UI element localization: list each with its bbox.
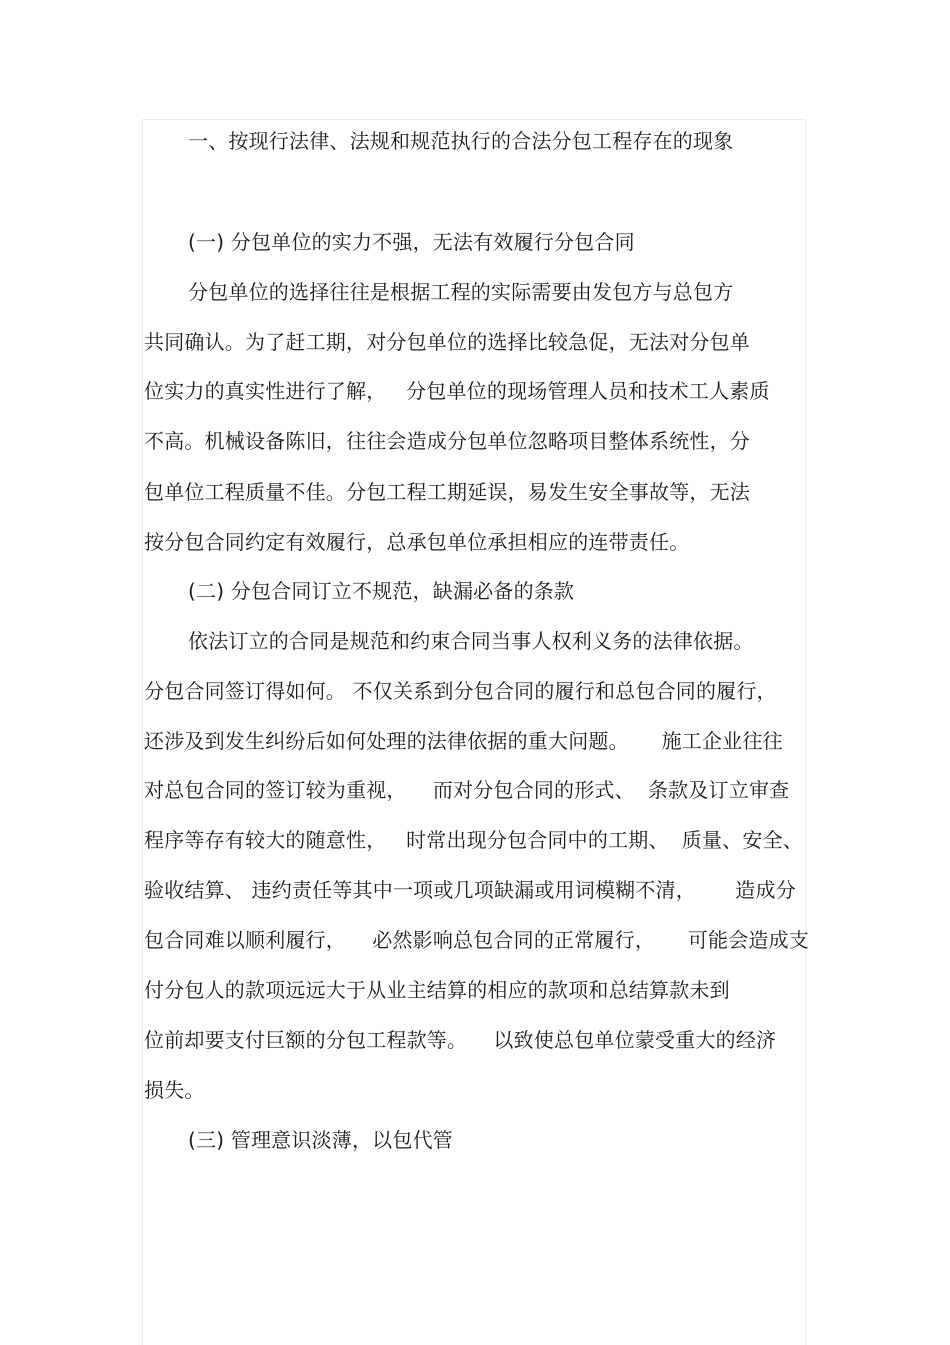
subsection-2-heading: (二) 分包合同订立不规范，缺漏必备的条款	[188, 579, 575, 603]
paragraph-line: 不高。机械设备陈旧，往往会造成分包单位忽略项目整体系统性，分	[144, 429, 750, 453]
paragraph-line: 共同确认。为了赶工期，对分包单位的选择比较急促，无法对分包单	[144, 330, 750, 354]
section-title: 一、按现行法律、法规和规范执行的合法分包工程存在的现象	[188, 129, 734, 153]
paragraph-line: 包合同难以顺利履行， 必然影响总包合同的正常履行， 可能会造成支	[144, 928, 810, 952]
paragraph-line: 按分包合同约定有效履行，总承包单位承担相应的连带责任。	[144, 530, 690, 554]
paragraph-line: 位前却要支付巨额的分包工程款等。 以致使总包单位蒙受重大的经济	[144, 1028, 777, 1052]
paragraph-line: 依法订立的合同是规范和约束合同当事人权利义务的法律依据。	[188, 629, 754, 653]
paragraph-line: 位实力的真实性进行了解， 分包单位的现场管理人员和技术工人素质	[144, 379, 770, 403]
paragraph-line: 对总包合同的签订较为重视， 而对分包合同的形式、 条款及订立审查	[144, 778, 790, 802]
paragraph-line: 还涉及到发生纠纷后如何处理的法律依据的重大问题。 施工企业往往	[144, 729, 783, 753]
subsection-1-heading: (一) 分包单位的实力不强，无法有效履行分包合同	[188, 230, 635, 254]
paragraph-line: 付分包人的款项远远大于从业主结算的相应的款项和总结算款未到	[144, 978, 730, 1002]
paragraph-line: 程序等存有较大的随意性， 时常出现分包合同中的工期、 质量、安全、	[144, 828, 803, 852]
paragraph-line: 验收结算、 违约责任等其中一项或几项缺漏或用词模糊不清， 造成分	[144, 878, 796, 902]
subsection-3-heading: (三) 管理意识淡薄，以包代管	[188, 1128, 453, 1152]
paragraph-line: 包单位工程质量不佳。分包工程工期延误，易发生安全事故等，无法	[144, 480, 750, 504]
paragraph-line: 分包单位的选择往往是根据工程的实际需要由发包方与总包方	[188, 280, 734, 304]
paragraph-line: 损失。	[144, 1078, 205, 1102]
paragraph-line: 分包合同签订得如何。 不仅关系到分包合同的履行和总包合同的履行，	[144, 679, 777, 703]
